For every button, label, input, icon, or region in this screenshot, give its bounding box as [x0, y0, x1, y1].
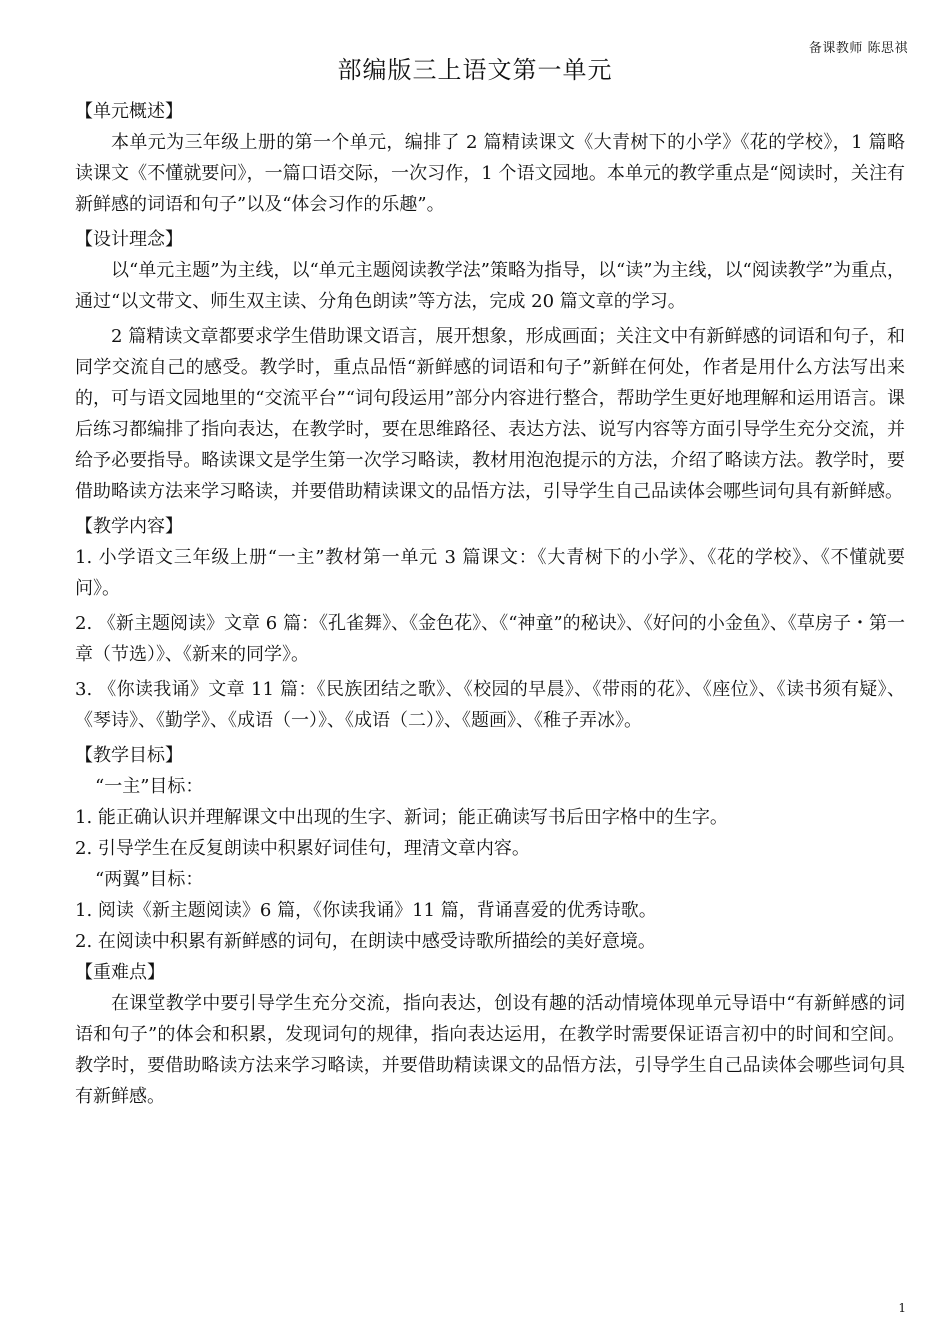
author-label: 备课教师 陈思祺: [808, 41, 908, 56]
concept-paragraph-2: 2 篇精读文章都要求学生借助课文语言，展开想象，形成画面；关注文中有新鲜感的词语和句子，和同学交流自己的感受。教学时，重点品悟“新鲜感的词语和句子”新鲜在何处，作者是用什么方法写出来的，可与语文园地里的“交流平台”“词句段运用”部分内容进行整合，帮助学生更好地理解和运用语言。课后练习都编排了指向表达，在教学时，要在思维路径、表达方法、说写内容等方面引导学生充分交流，并给予必要指导。略读课文是学生第一次学习略读，教材用泡泡提示的方法，介绍了略读方法。教学时，要借助略读方法来学习略读，并要借助精读课文的品悟方法，引导学生自己品读体会哪些词句具有新鲜感。: [75, 326, 905, 502]
goals-main-label: “一主”目标：: [95, 776, 204, 797]
document-body: [75, 96, 905, 1116]
section-heading-overview: 【单元概述】: [75, 101, 183, 122]
section-heading-concept: 【设计理念】: [75, 229, 183, 250]
goals-main-item-1: 1. 能正确认识并理解课文中出现的生字、新词；能正确读写书后田字格中的生字。: [75, 807, 728, 828]
concept-paragraph-1: 以“单元主题”为主线，以“单元主题阅读教学法”策略为指导，以“读”为主线，以“阅读教学”为重点，通过“以文带文、师生双主读、分角色朗读”等方法，完成 20 篇文章的学习。: [75, 260, 905, 312]
difficulty-paragraph: 在课堂教学中要引导学生充分交流，指向表达，创设有趣的活动情境体现单元导语中“有新鲜感的词语和句子”的体会和积累，发现词句的规律，指向表达运用，在教学时需要保证语言初中的时间和空间。教学时，要借助略读方法来学习略读，并要借助精读课文的品悟方法，引导学生自己品读体会哪些词句具有新鲜感。: [75, 993, 905, 1107]
goals-main-item-2: 2. 引导学生在反复朗读中积累好词佳句，理清文章内容。: [75, 838, 530, 859]
overview-paragraph: 本单元为三年级上册的第一个单元，编排了 2 篇精读课文《大青树下的小学》《花的学校》，1 篇略读课文《不懂就要问》，一篇口语交际，一次习作，1 个语文园地。本单元的教学重点是“阅读时，关注有新鲜感的词语和句子”以及“体会习作的乐趣”。: [75, 132, 905, 215]
content-item-1: 1. 小学语文三年级上册“一主”教材第一单元 3 篇课文：《大青树下的小学》、《花的学校》、《不懂就要问》。: [75, 547, 905, 599]
content-item-3: 3. 《你读我诵》文章 11 篇：《民族团结之歌》、《校园的早晨》、《带雨的花》、《座位》、《读书须有疑》、《琴诗》、《勤学》、《成语（一）》、《成语（二）》、《题画》、《稚子弄冰》。: [75, 679, 905, 731]
page-number: 1: [898, 1301, 906, 1315]
section-heading-content: 【教学内容】: [75, 516, 183, 537]
section-heading-difficulty: 【重难点】: [75, 962, 165, 983]
section-heading-goals: 【教学目标】: [75, 745, 183, 766]
content-item-2: 2. 《新主题阅读》文章 6 篇：《孔雀舞》、《金色花》、《“神童”的秘诀》、《好问的小金鱼》、《草房子・第一章（节选）》、《新来的同学》。: [75, 613, 905, 665]
goals-wings-item-1: 1. 阅读《新主题阅读》6 篇，《你读我诵》11 篇，背诵喜爱的优秀诗歌。: [75, 900, 657, 921]
goals-wings-label: “两翼”目标：: [95, 869, 204, 890]
goals-wings-item-2: 2. 在阅读中积累有新鲜感的词句，在朗读中感受诗歌所描绘的美好意境。: [75, 931, 656, 952]
page-title: 部编版三上语文第一单元: [337, 56, 613, 84]
